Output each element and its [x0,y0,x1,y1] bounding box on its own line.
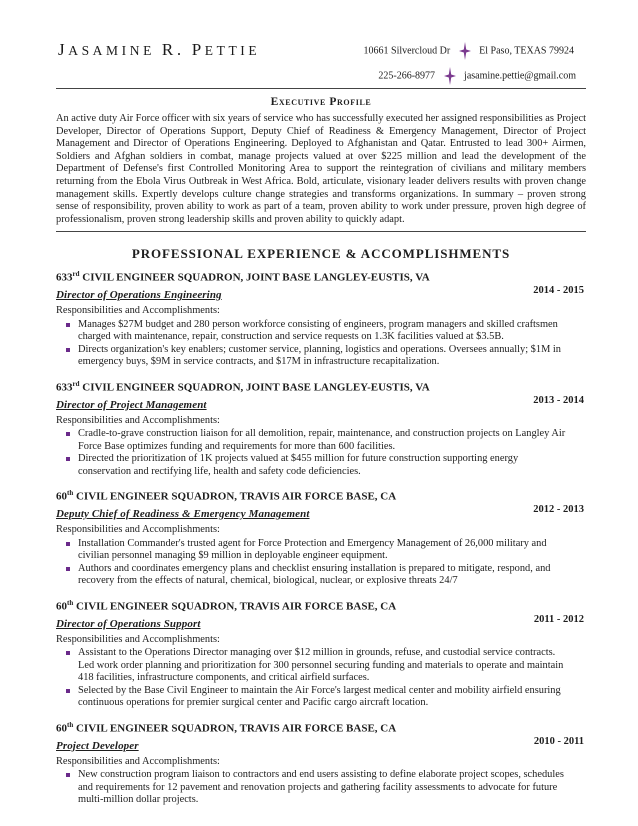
org-ordinal: rd [72,270,80,279]
org-name: CIVIL ENGINEER SQUADRON, TRAVIS AIR FORCE BASE, CA [73,722,397,735]
bullet-item: Cradle-to-grave construction liaison for all demolition, repair, maintenance, and construction projects on Langley Air Force Base optimizes funding and requirements for more than 600 facilities. [56,428,586,453]
email-address[interactable]: jasamine.pettie@gmail.com [464,70,576,82]
org-name: CIVIL ENGINEER SQUADRON, JOINT BASE LANGLEY-EUSTIS, VA [79,272,430,284]
profile-divider [56,231,586,232]
org-ordinal: th [67,721,74,730]
job-title: Director of Operations Engineering [56,289,222,301]
org-ordinal: th [67,489,74,498]
bullet-list [56,769,586,807]
responsibilities-label: Responsibilities and Accomplishments: [56,755,220,767]
city-state: El Paso, TEXAS 79924 [479,45,574,57]
bullet-item: Installation Commander's trusted agent for Force Protection and Emergency Management of 26,000 military and civilian personnel managing $9 million in deployable engineer equipment. [56,538,586,563]
bullet-item: Assistant to the Operations Director managing over $12 million in grounds, refuse, and custodial service contracts. Led work order planning and prioritization for 300 personnel securing funding and materials to operate and maintain 418 facilities, infrastructure components, and critical airfield surfaces. [56,647,586,685]
star-divider-icon [459,42,471,60]
job-title: Project Developer [56,739,139,752]
org-name: CIVIL ENGINEER SQUADRON, TRAVIS AIR FORCE BASE, CA [73,600,397,613]
job-title-row [56,614,586,628]
resume-page [56,30,586,807]
experience-list [56,268,586,807]
job-entry [56,597,586,710]
job-title-row [56,285,586,299]
job-dates: 2011 - 2012 [533,613,584,625]
resume-header [56,30,586,90]
header-divider [56,88,586,89]
job-title-row [56,504,586,521]
name-first-rest: ASAMINE [68,43,155,58]
executive-profile-heading [56,96,586,108]
org-number: 60 [56,600,67,613]
name-initial-first: J [58,40,69,59]
bullet-list [56,647,586,710]
job-entry [56,719,586,807]
job-entry [56,378,586,479]
responsibilities-label: Responsibilities and Accomplishments: [56,414,220,426]
phone-number[interactable]: 225-266-8977 [378,70,436,82]
job-title-row [56,395,586,409]
org-name: CIVIL ENGINEER SQUADRON, TRAVIS AIR FORCE BASE, CA [73,491,397,504]
name-initial-last: P [191,40,205,59]
org-number: 60 [56,491,67,504]
job-dates: 2013 - 2014 [533,394,584,406]
job-dates: 2012 - 2013 [533,504,584,516]
org-ordinal: th [67,598,74,607]
bullet-item: Manages $27M budget and 280 person workforce consisting of engineers, program managers and skilled craftsmen charged with maintenance, repair, construction and service requests on 1.3K facilities valued at $3.5B. [56,319,586,344]
job-title: Director of Operations Support [56,617,201,630]
bullet-item: Authors and coordinates emergency plans and checklist ensuring installation is prepared to mitigate, respond, and recovery from the effects of natural, chemical, biological, nuclear, or explosive threats 24/7 [56,563,586,588]
job-organization [56,597,586,614]
job-title-row [56,736,586,750]
name-last-rest: ETTIE [204,43,261,58]
job-organization [56,378,586,395]
experience-heading: PROFESSIONAL EXPERIENCE & ACCOMPLISHMENTS [131,246,511,262]
job-title: Deputy Chief of Readiness & Emergency Management [56,508,310,521]
responsibilities-label: Responsibilities and Accomplishments: [56,633,220,645]
executive-profile-heading-text: Executive Profile [270,96,372,108]
candidate-name [58,40,260,60]
job-title: Director of Project Management [56,398,207,411]
org-ordinal: rd [72,379,80,388]
name-middle: R. [161,40,185,59]
bullet-list [56,538,586,588]
address-line [364,42,574,60]
executive-profile-text: An active duty Air Force officer with six years of service who has successfully executed her assigned responsibilities as Project Developer, Director of Operations Support, Deputy Chief of Readiness & Emergency Management, Director of Project Management and Director of Operations Engineering. Deployed to Afghanistan and Qatar. Entrusted to lead 300+ Airmen, Soldiers and Afghan soldiers in combat, manage projects valued at over $225 million and lead the development of the Department of Defense's first Controlled Monitoring Area to support the reintegration of civilians and military members returning from the Ebola Virus Outbreak in West Africa. Bold, articulate, visionary leader delivers results with proven change management skills. Expertly develops culture change strategies and transforms organizations. In summary – proven strong sense of responsibility, proven ability to work as part of a team, proven ability to work under pressure, proven high degree of professionalism, proven strong leadership skills and proven ability to quickly adapt. [56,113,586,225]
org-number: 633 [56,272,73,284]
job-dates: 2010 - 2011 [533,735,584,747]
bullet-list [56,428,586,478]
bullet-list [56,319,586,369]
job-dates: 2014 - 2015 [533,285,584,296]
job-entry [56,268,586,369]
job-organization [56,487,586,504]
bullet-item: Directed the prioritization of 1K projects valued at $455 million for future construction supporting energy conservation and rectifying life, health and safety code deficiencies. [56,453,586,478]
contact-line [378,67,576,85]
bullet-item: New construction program liaison to contractors and end users assisting to define elaborate project scopes, schedules and requirements for 12 pavement and renovation projects and gathering facility assessments to advocate for future multi-million dollar projects. [56,769,586,807]
org-number: 633 [56,381,73,394]
responsibilities-label: Responsibilities and Accomplishments: [56,305,220,316]
star-divider-icon [444,67,456,85]
org-number: 60 [56,722,67,735]
org-name: CIVIL ENGINEER SQUADRON, JOINT BASE LANGLEY-EUSTIS, VA [79,381,430,394]
job-organization [56,268,586,285]
job-entry [56,487,586,588]
bullet-item: Selected by the Base Civil Engineer to maintain the Air Force's largest medical center and mobility airfield ensuring continuous operations for premier surgical center and Pacific cargo aircraft location. [56,685,586,710]
job-organization [56,719,586,736]
responsibilities-label: Responsibilities and Accomplishments: [56,524,220,536]
street-address: 10661 Silvercloud Dr [363,45,451,57]
bullet-item: Directs organization's key enablers; customer service, planning, logistics and operations. Oversees annually; $1M in emergency buys, $9M in service contracts, and $17M in infrastructure recapitalization. [56,344,586,369]
